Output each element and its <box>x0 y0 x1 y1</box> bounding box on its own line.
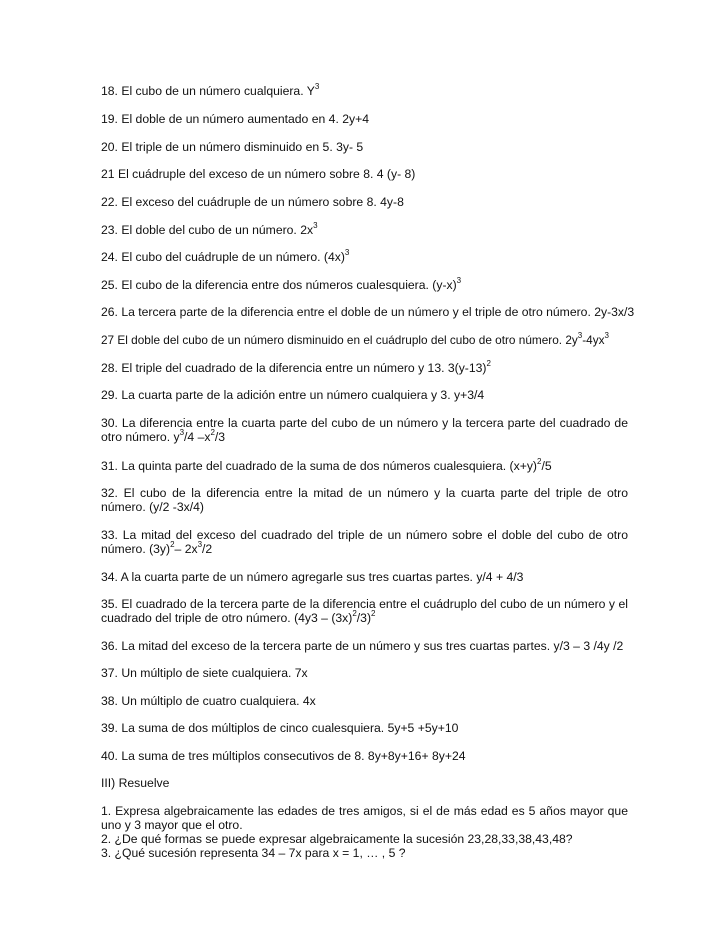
exercise-20: 20. El triple de un número disminuido en 5. 3y- 5 <box>101 140 364 154</box>
exercise-38: 38. Un múltiplo de cuatro cualquiera. 4x <box>101 694 316 708</box>
section-heading: III) Resuelve <box>101 776 170 790</box>
exercise-18: 18. El cubo de un número cualquiera. $Y^3$ <box>101 81 320 98</box>
exercise-27: 27 El doble del cubo de un número disminuido en el cuádruplo del cubo de otro número. $2y^3-4yx^3$ <box>101 331 609 347</box>
exercise-26: 26. La tercera parte de la diferencia entre el doble de un número y el triple de otro número. 2y-3x/3 <box>101 305 635 319</box>
exercise-24: 24. El cubo del cuádruple de un número. $(4x)^3$ <box>101 247 350 264</box>
exercise-32: 32. El cubo de la diferencia entre la mitad de un número y la cuarta parte del triple de otro número. (y/2 -3x/4) <box>101 486 628 514</box>
exercise-35: 35. El cuadrado de la tercera parte de la diferencia entre el cuádruplo del cubo de un número y el cuadrado del triple de otro número. $(4y3 - (3x)^2/3)^2$ <box>101 597 628 625</box>
exercise-40: 40. La suma de tres múltiplos consecutivos de 8. 8y+8y+16+ 8y+24 <box>101 749 466 763</box>
problem-3: 3. ¿Qué sucesión representa 34 – 7x para x = 1, … , 5 ? <box>101 846 406 860</box>
problem-2: 2. ¿De qué formas se puede expresar algebraicamente la sucesión 23,28,33,38,43,48? <box>101 832 573 846</box>
exercise-36: 36. La mitad del exceso de la tercera parte de un número y sus tres cuartas partes. y/3 – 3 /4y /2 <box>101 639 624 653</box>
exercise-25: 25. El cubo de la diferencia entre dos números cualesquiera. $(y-x)^3$ <box>101 275 462 292</box>
problem-1: 1. Expresa algebraicamente las edades de tres amigos, si el de más edad es 5 años mayor que uno y 3 mayor que el otro. <box>101 804 628 832</box>
exercise-37: 37. Un múltiplo de siete cualquiera. 7x <box>101 666 308 680</box>
exercise-29: 29. La cuarta parte de la adición entre un número cualquiera y 3. y+3/4 <box>101 388 485 402</box>
exercise-34: 34. A la cuarta parte de un número agregarle sus tres cuartas partes. y/4 + 4/3 <box>101 570 524 584</box>
exercise-23: 23. El doble del cubo de un número. $2x^3$ <box>101 220 318 237</box>
exercise-30: 30. La diferencia entre la cuarta parte del cubo de un número y la tercera parte del cuadrado de otro número. $y^3/4$ $-x^2/3$ <box>101 416 628 444</box>
exercise-31: 31. La quinta parte del cuadrado de la suma de dos números cualesquiera. $(x+y)^2/5$ <box>101 456 552 473</box>
exercise-39: 39. La suma de dos múltiplos de cinco cualesquiera. 5y+5 +5y+10 <box>101 721 459 735</box>
exercise-33: 33. La mitad del exceso del cuadrado del triple de un número sobre el doble del cubo de otro número. $(3y)^2-$ $2x^3/2$ <box>101 528 628 556</box>
exercise-22: 22. El exceso del cuádruple de un número sobre 8. 4y-8 <box>101 195 404 209</box>
exercise-21: 21 El cuádruple del exceso de un número sobre 8. 4 (y- 8) <box>101 167 416 181</box>
exercise-19: 19. El doble de un número aumentado en 4. 2y+4 <box>101 112 369 126</box>
exercise-28: 28. El triple del cuadrado de la diferencia entre un número y 13. $3(y-13)^2$ <box>101 358 491 375</box>
